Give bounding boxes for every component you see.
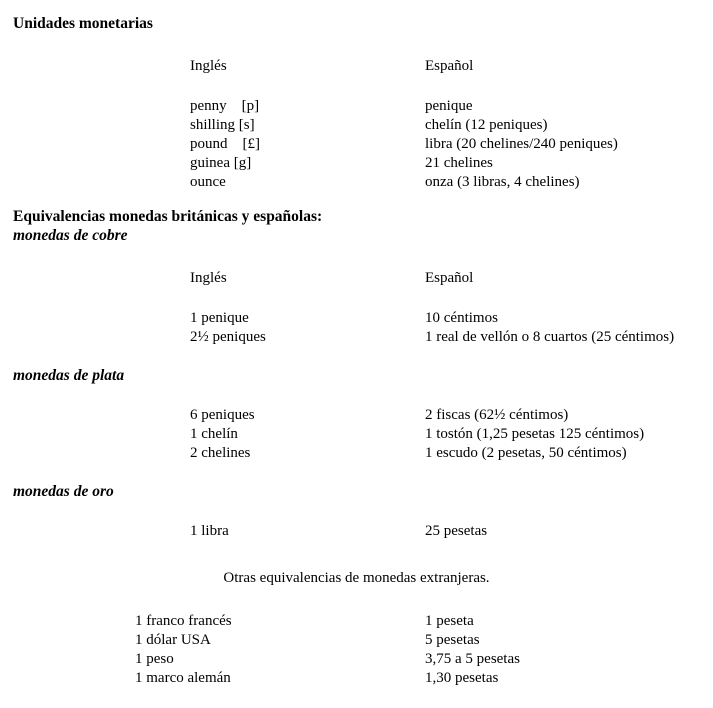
cell-en: shilling [s] (190, 117, 255, 133)
cell-en: 1 peso (135, 651, 174, 667)
cell-es: 1,30 pesetas (425, 670, 499, 686)
cell-es: 1 escudo (2 pesetas, 50 céntimos) (425, 445, 627, 461)
table-row (0, 425, 713, 444)
column-header-ingles: Inglés (190, 270, 227, 286)
silver-table (0, 406, 713, 463)
cell-en: 1 franco francés (135, 613, 232, 629)
table-row (0, 97, 713, 116)
subsection-title-plata: monedas de plata (13, 367, 125, 384)
cell-en: 6 peniques (190, 407, 255, 423)
cell-es: 1 peseta (425, 613, 474, 629)
cell-en: 1 dólar USA (135, 632, 211, 648)
units-table (0, 57, 713, 192)
cell-en: 1 chelín (190, 426, 238, 442)
table-row (0, 309, 713, 328)
subsection-title-cobre: monedas de cobre (13, 227, 128, 244)
copper-table (0, 269, 713, 347)
cell-en: guinea [g] (190, 155, 252, 171)
column-header-espanol: Español (425, 58, 474, 74)
cell-en: 1 marco alemán (135, 670, 231, 686)
cell-en: 1 libra (190, 523, 229, 539)
subsection-title-oro: monedas de oro (13, 483, 114, 500)
cell-es: 1 tostón (1,25 pesetas 125 céntimos) (425, 426, 645, 442)
cell-en: 2 chelines (190, 445, 251, 461)
table-row (0, 444, 713, 463)
cell-es: 5 pesetas (425, 632, 480, 648)
page-title: Unidades monetarias (13, 15, 153, 32)
cell-es: 2 fiscas (62½ céntimos) (425, 407, 569, 423)
section-title-equivalencias: Equivalencias monedas británicas y españolas: (13, 208, 323, 225)
table-row (0, 328, 713, 347)
cell-es: 25 pesetas (425, 523, 488, 539)
table-row (0, 631, 713, 650)
table-row (0, 669, 713, 688)
cell-en: 2½ peniques (190, 329, 266, 345)
cell-es: chelín (12 peniques) (425, 117, 548, 133)
table-row (0, 135, 713, 154)
table-row (0, 522, 713, 541)
cell-es: 1 real de vellón o 8 cuartos (25 céntimos) (425, 329, 675, 345)
cell-es: penique (425, 98, 473, 114)
table-row (0, 173, 713, 192)
cell-en: pound [£] (190, 136, 260, 152)
cell-en: 1 penique (190, 310, 249, 326)
cell-en: ounce (190, 174, 226, 190)
cell-es: libra (20 chelines/240 peniques) (425, 136, 618, 152)
column-header-ingles: Inglés (190, 58, 227, 74)
other-equivalences-title: Otras equivalencias de monedas extranjeras. (223, 570, 490, 586)
table-row (0, 154, 713, 173)
copper-table-header (0, 269, 713, 288)
table-row (0, 612, 713, 631)
foreign-table (0, 612, 713, 688)
table-row (0, 650, 713, 669)
units-table-header (0, 57, 713, 76)
gold-table (0, 522, 713, 541)
cell-es: onza (3 libras, 4 chelines) (425, 174, 580, 190)
table-row (0, 406, 713, 425)
table-row (0, 116, 713, 135)
column-header-espanol: Español (425, 270, 474, 286)
cell-en: penny [p] (190, 98, 260, 114)
cell-es: 3,75 a 5 pesetas (425, 651, 520, 667)
cell-es: 21 chelines (425, 155, 493, 171)
cell-es: 10 céntimos (425, 310, 498, 326)
